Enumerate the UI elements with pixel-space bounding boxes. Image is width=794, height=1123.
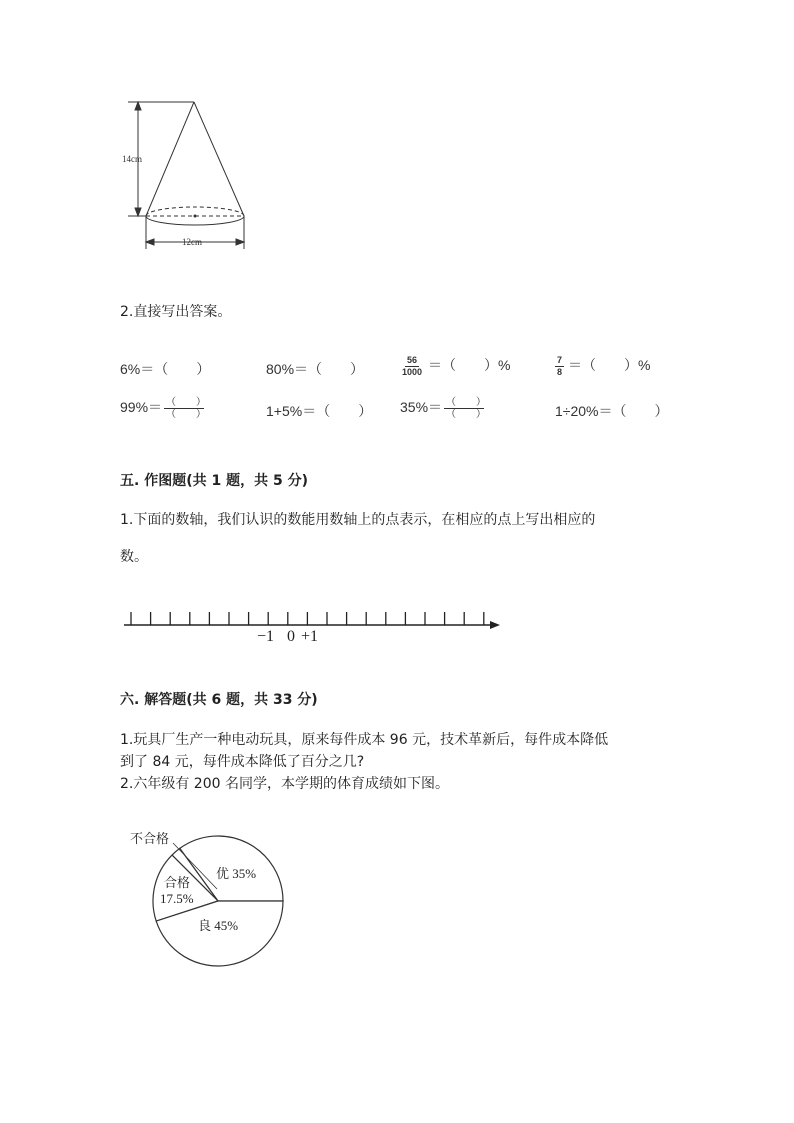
height-arrow-bottom: [135, 208, 141, 216]
q2-item-35-percent: [400, 397, 487, 420]
number-line-ticks: [131, 612, 484, 625]
diameter-arrow-right: [236, 239, 244, 245]
number-line-label-positive-one: +1: [301, 628, 319, 645]
fraction-answer-blank: ＝（ ）%: [568, 357, 651, 374]
number-line-arrow: [490, 621, 500, 629]
section6-heading: 六. 解答题(共 6 题，共 33 分): [120, 692, 318, 708]
section6-q1-line2: 到了 84 元，每件成本降低了百分之几?: [120, 754, 365, 770]
q2-title: 2.直接写出答案。: [120, 304, 232, 320]
fraction-denominator: 8: [557, 367, 563, 377]
blank-denominator: （ ）: [446, 409, 487, 420]
cone-figure: [118, 92, 258, 257]
height-arrow-top: [135, 102, 141, 110]
q2-item-1-div-20-percent: 1÷20%＝（ ）: [555, 403, 669, 419]
pie-label-excellent: 优 35%: [216, 866, 257, 881]
section6-q2: 2.六年级有 200 名同学，本学期的体育成绩如下图。: [120, 776, 449, 792]
expression-lead: 99%＝: [120, 399, 163, 416]
pie-label-pass: 合格: [164, 875, 191, 890]
pie-label-fail: 不合格: [130, 831, 170, 846]
q2-item-1-plus-5-percent: 1+5%＝（ ）: [266, 403, 373, 419]
section5-heading: 五. 作图题(共 1 题，共 5 分): [120, 473, 308, 489]
fraction-numerator: 7: [557, 355, 563, 365]
blank-numerator: （ ）: [446, 397, 487, 408]
blank-fraction: [164, 397, 207, 420]
blank-fraction: [444, 397, 487, 420]
expression-lead: 35%＝: [400, 399, 443, 416]
fraction-answer-blank: ＝（ ）%: [428, 357, 511, 374]
number-line: [120, 600, 510, 650]
q2-item-99-percent: [120, 397, 207, 420]
q2-item-80-percent: 80%＝（ ）: [266, 361, 365, 377]
diameter-label: 12cm: [182, 237, 202, 247]
cone-base-center: [194, 215, 197, 218]
pie-label-pass-percent: 17.5%: [160, 891, 194, 906]
number-line-label-zero: 0: [287, 628, 295, 645]
fraction-numerator: 56: [407, 355, 418, 365]
fraction-7-8: [555, 355, 564, 378]
q2-item-6-percent: 6%＝（ ）: [120, 361, 211, 377]
height-label: 14cm: [122, 154, 142, 164]
cone-left-slant: [146, 102, 194, 216]
number-line-label-negative-one: −1: [257, 628, 275, 645]
section5-q1-line2: 数。: [120, 549, 148, 565]
section5-q1-line1: 1.下面的数轴，我们认识的数能用数轴上的点表示，在相应的点上写出相应的: [120, 512, 596, 528]
q2-item-56-over-1000: [400, 355, 510, 378]
q2-item-7-over-8: [555, 355, 650, 378]
section6-q1-line1: 1.玩具厂生产一种电动玩具，原来每件成本 96 元，技术革新后，每件成本降低: [120, 732, 609, 748]
diameter-arrow-left: [146, 239, 154, 245]
fraction-denominator: 1000: [402, 367, 423, 377]
pie-label-good: 良 45%: [198, 918, 239, 933]
blank-numerator: （ ）: [166, 397, 207, 408]
pie-chart: [118, 820, 288, 970]
fraction-56-1000: [400, 355, 424, 378]
blank-denominator: （ ）: [166, 409, 207, 420]
cone-right-slant: [194, 102, 244, 216]
